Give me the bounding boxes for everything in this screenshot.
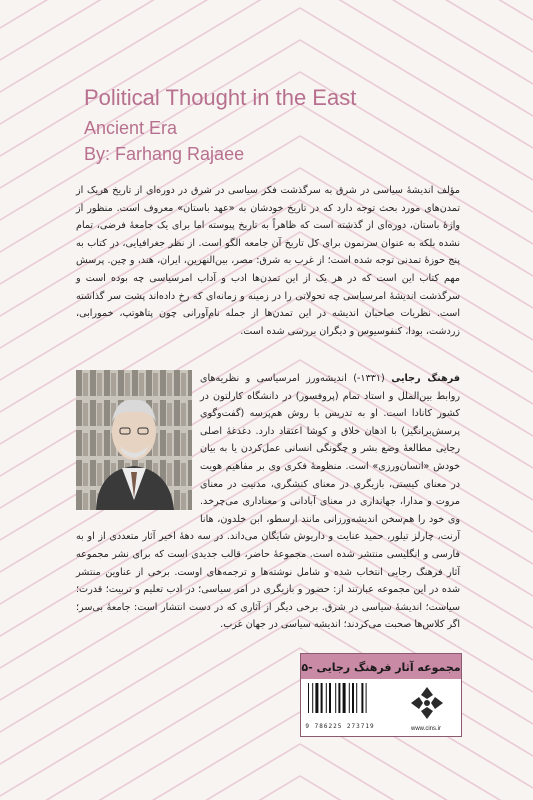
title-block [84,84,513,166]
barcode-number: 9 786225 273719 [305,723,375,730]
series-label: مجموعه آثار فرهنگ رجایی -۵ [300,653,462,681]
description-paragraph: مؤلف اندیشهٔ سیاسی در شرق به سرگذشت فکر سیاسی در شرق در دوره‌ای از تاریخ هریک از تمدن‌های مورد بحث توجه دارد که در تاریخ خودشان به «عهد باستان» معروف است. منظور از واژهٔ باستان، دوره‌ای از گذشته است که ظاهراً به تاریخ پیوسته اما برای یک جامعهٔ فرضی، تمام نشده بلکه به عنوان سرنمون برای کل تاریخ آن جامعه الگو است. از نظر جغرافیایی، در کتاب به پنج حوزهٔ تمدنی توجه شده است؛ از غرب به شرق: مصر، بین‌النهرین، ایران، هند، و چین. پرسش مهم کتاب این است که در هر یک از این تمدن‌ها ادب و آداب امرسیاسی چه بوده است و سرگذشت اندیشهٔ امرسیاسی چه تحولاتی را در زمینه و زمانه‌ای که رخ داده‌اند پشت سر گذاشته است. نظریات صاحبان اندیشه در این تمدن‌ها از جمله نام‌آورانی چون پتاهوتپ، خمورابی، زردشت، بودا، کنفوسیوس و دیگران بررسی شده است. [76,185,460,337]
author-photo [76,370,192,510]
book-subtitle: Ancient Era [84,118,178,138]
bio-text: (۱۳۳۱-) اندیشه‌ورز امرسیاسی و نظریه‌های روابط بین‌الملل و استاد تمام (پروفسور) در دانشگاه کارلتون در کشور کانادا است. او به تدریس با روش هم‌پرسه (گفت‌وگوی پرسش‌برانگیز) با اذهان خلاق و کوشا اعتقاد دارد. دغدغهٔ اصلی رجایی مطالعهٔ وضع بشر و چگونگی انسانی عمل‌کردن یا به بیان خودش «انسان‌ورزی» است. منظومهٔ فکری وی بر مفاهیم هویت در معنای کیستی، بازیگری در معنای کنشگری، مدنیت در معنای مروت و مدارا، جهانداری در معنای آبادانی و معناداری می‌چرخد. وی خود را هم‌سخن اندیشه‌ورزانی مانند ارسطو، ابن خلدون، هانا آرنت، چارلز تیلور، حمید عنایت و داریوش شایگان می‌داند. در سه دههٔ اخیر آثار متعددی از او به فارسی و انگلیسی منتشر شده است. مجموعهٔ حاضر، قالب جدیدی است که برای نشر مجموعه آثار فرهنگ رجایی انتخاب شده و شامل نوشته‌ها و ترجمه‌های اوست. برخی از عناوین منتشر شده در این مجموعه عبارتند از: حضور و بازیگری در امر سیاسی؛ در ادب تعلیم و تربیت؛ قدرت؛ سیاست؛ اندیشهٔ سیاسی در شرق. برخی دیگر از آثاری که در دست انتشار است: جامعهٔ بی‌سر؛ اگر کلاس‌ها صحبت می‌کردند؛ اندیشه سیاسی در جهان غرب. [76,373,460,631]
publisher-website: www.cins.ir [410,726,441,732]
barcode [306,683,376,723]
bio-author-name: فرهنگ رجایی [391,373,460,384]
book-title: Political Thought in the East [84,85,357,110]
publisher-logo [409,685,445,721]
author-line: By: Farhang Rajaee [84,144,245,164]
biography-section [76,370,460,634]
